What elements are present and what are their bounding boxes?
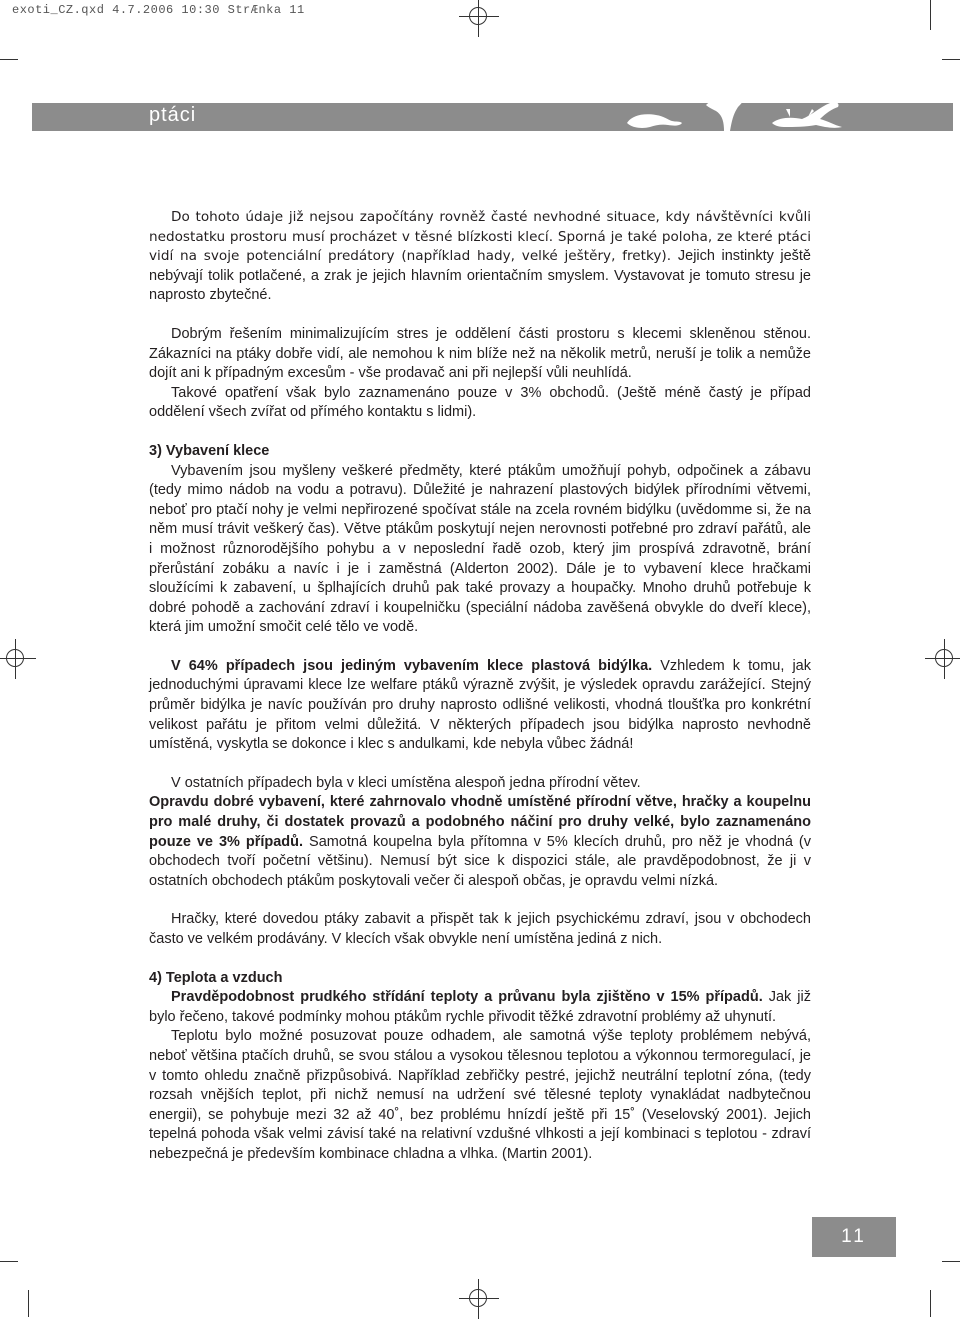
animal-silhouettes xyxy=(622,87,952,131)
bold-text-run: Opravdu dobré vybavení, které zahrnovalo vhodně umístěné přírodní větve, hračky a koupelnu pro malé druhy, či dostatek provazů a podobného náčiní pro druhy velké, bylo zaznamenáno pouze ve 3% případů. xyxy=(149,794,811,850)
lizard-icon xyxy=(772,102,842,128)
paragraph xyxy=(149,793,811,891)
paragraph: V ostatních případech byla v kleci umístěna alespoň jedna přírodní větev. xyxy=(171,774,641,791)
paragraph: Hračky, které dovedou ptáky zabavit a přispět tak k jejich psychickému zdraví, jsou v obchodech často ve velkém prodávány. V klecích však obvykle není umístěna jediná z nich. xyxy=(149,911,811,947)
section-title: ptáci xyxy=(149,104,197,126)
trim-mark xyxy=(0,1261,18,1262)
paragraph xyxy=(149,208,811,306)
text-run: Do tohoto údaje již nejsou započítány rovněž časté nevhodné situace, kdy návštěvníci kvůli nedostatku prostoru musí procházet v těsné blízkosti klecí. xyxy=(149,209,811,245)
trim-mark xyxy=(930,0,931,30)
trim-mark xyxy=(28,1290,29,1317)
paragraph: Takové opatření však bylo zaznamenáno pouze v 3% obchodů. (Ještě méně častý je případ oddělení všech zvířat od přímého kontaktu s lidmi). xyxy=(149,384,811,421)
print-slug: exoti_CZ.qxd 4.7.2006 10:30 StrÆnka 11 xyxy=(12,3,305,17)
section-heading: 4) Teplota a vzduch xyxy=(149,969,283,986)
page-number: 11 xyxy=(812,1217,896,1257)
registration-mark-bottom xyxy=(459,1279,499,1319)
registration-mark-left xyxy=(0,639,36,679)
paragraph: Dobrým řešením minimalizujícím stres je oddělení části prostoru s klecemi skleněnou stěnou. Zákazníci na ptáky dobře vidí, ale nemohou k nim blíže než na několik metrů, neruší je tolik a nemůže dojít ani k případným excesům - vše prodavač ani při nejlepší vůli neuhlídá. xyxy=(149,325,811,382)
text-run: Sporná je také poloha, ze které ptáci vidí na svoje potenciální predátory (například hady, velké ještěry, fretky). xyxy=(149,228,811,265)
paragraph xyxy=(149,988,811,1027)
text-run: Jejich instinkty ještě nebývají tolik potlačené, a zrak je jejich hlavním orientačním smyslem. Vystavovat je tomuto stresu je naprosto zbytečné. xyxy=(149,248,811,304)
text-run: Samotná koupelna byla přítomna v 5% klecích druhů, pro něž je vhodná (v obchodech tvoří početní většinu). Nemusí být sice k dispozici stále, ale pravděpodobnost, že ji v ostatních obchodech ptákům poskytovali večer či alespoň občas, je opravdu velmi nízká. xyxy=(149,833,812,889)
text-run: Jak již bylo řečeno, takové podmínky mohou ptákům rychle přivodit těžké zdravotní problémy až uhynutí. xyxy=(149,989,811,1025)
paragraph: Vybavením jsou myšleny veškeré předměty, které ptákům umožňují pohyb, odpočinek a zábavu (tedy mimo nádob na vodu a potravu). Důležité je nahrazení plastových bidýlek přírodními větvemi, neboť pro ptačí nohy je velmi nepřirozené spočívat stále na zcela rovném bidýlku (uvědomme si, že na něm musí trávit veškerý čas). Větve ptákům poskytují nejen nerovnosti potřebné pro zdraví pařátů, ale i možnost různorodějšího pohybu a v neposlední řadě ozob, který jim prospívá zdravotně, brání přerůstání zobáku a navíc i je i zaměstná (Alderton 2002). Dále je to vybavení klece hračkami sloužícími k zabavení, u šplhajících druhů pak také provazy a houpačky. Mnoho druhů potřebuje k dobré pohodě a zachování zdraví i koupelničku (speciální nádoba zavěšená obvykle do dveří klece), která jim umožní smočit celé tělo ve vodě. xyxy=(149,462,811,636)
section-heading: 3) Vybavení klece xyxy=(149,442,270,459)
section-banner xyxy=(32,103,953,131)
trim-mark xyxy=(942,1261,960,1262)
trim-mark xyxy=(942,59,960,60)
trim-mark xyxy=(930,1290,931,1317)
article-body xyxy=(149,208,811,1165)
bird-icon xyxy=(706,87,750,131)
bold-text-run: Pravděpodobnost prudkého střídání teploty a průvanu byla zjištěno v 15% případů. xyxy=(171,989,763,1006)
paragraph xyxy=(149,657,811,755)
paragraph: Teplotu bylo možné posuzovat pouze odhadem, ale samotná výše teploty problémem nebývá, neboť většina ptačích druhů, se svou stálou a vysokou tělesnou teplotou a výkonnou termoregulací, je v tomto ohledu značně přizpůsobivá. Například zebřičky pestré, jejichž neutrální teplotní zóna, (tedy rozsah vnějších teplot, při nichž nemusí na udržení své tělesné teploty vynakládat nadbytečnou energii), se pohybuje mezi 32 až 40˚, bez problému hnízdí ještě při 15˚ (Veselovský 2001). Jejich tepelná pohoda však velmi závisí také na relativní vzdušné vlhkosti a její kombinaci s teplotou - zdraví nebezpečná je především kombinace chladna a vlhka. (Martin 2001). xyxy=(149,1028,811,1162)
ferret-icon xyxy=(627,114,682,131)
bold-text-run: V 64% případech jsou jediným vybavením klece plastová bidýlka. xyxy=(171,657,653,674)
text-run: Vzhledem k tomu, jak jednoduchými úpravami klece lze welfare ptáků výrazně zvýšit, je výsledek opravdu zarážející. Stejný průměr bidýlka je navíc používán pro druhy naprosto odlišné velikosti, vhodná tloušťka pro konkrétní velikost pařátu je přitom velmi důležitá. V některých případech jsou bidýlka naprosto nevhodně umístěná, vyskytla se dokonce i klec s andulkami, kde nebyla vůbec žádná! xyxy=(149,657,811,753)
registration-mark-right xyxy=(925,639,960,679)
trim-mark xyxy=(0,59,18,60)
registration-mark-top xyxy=(459,0,499,37)
